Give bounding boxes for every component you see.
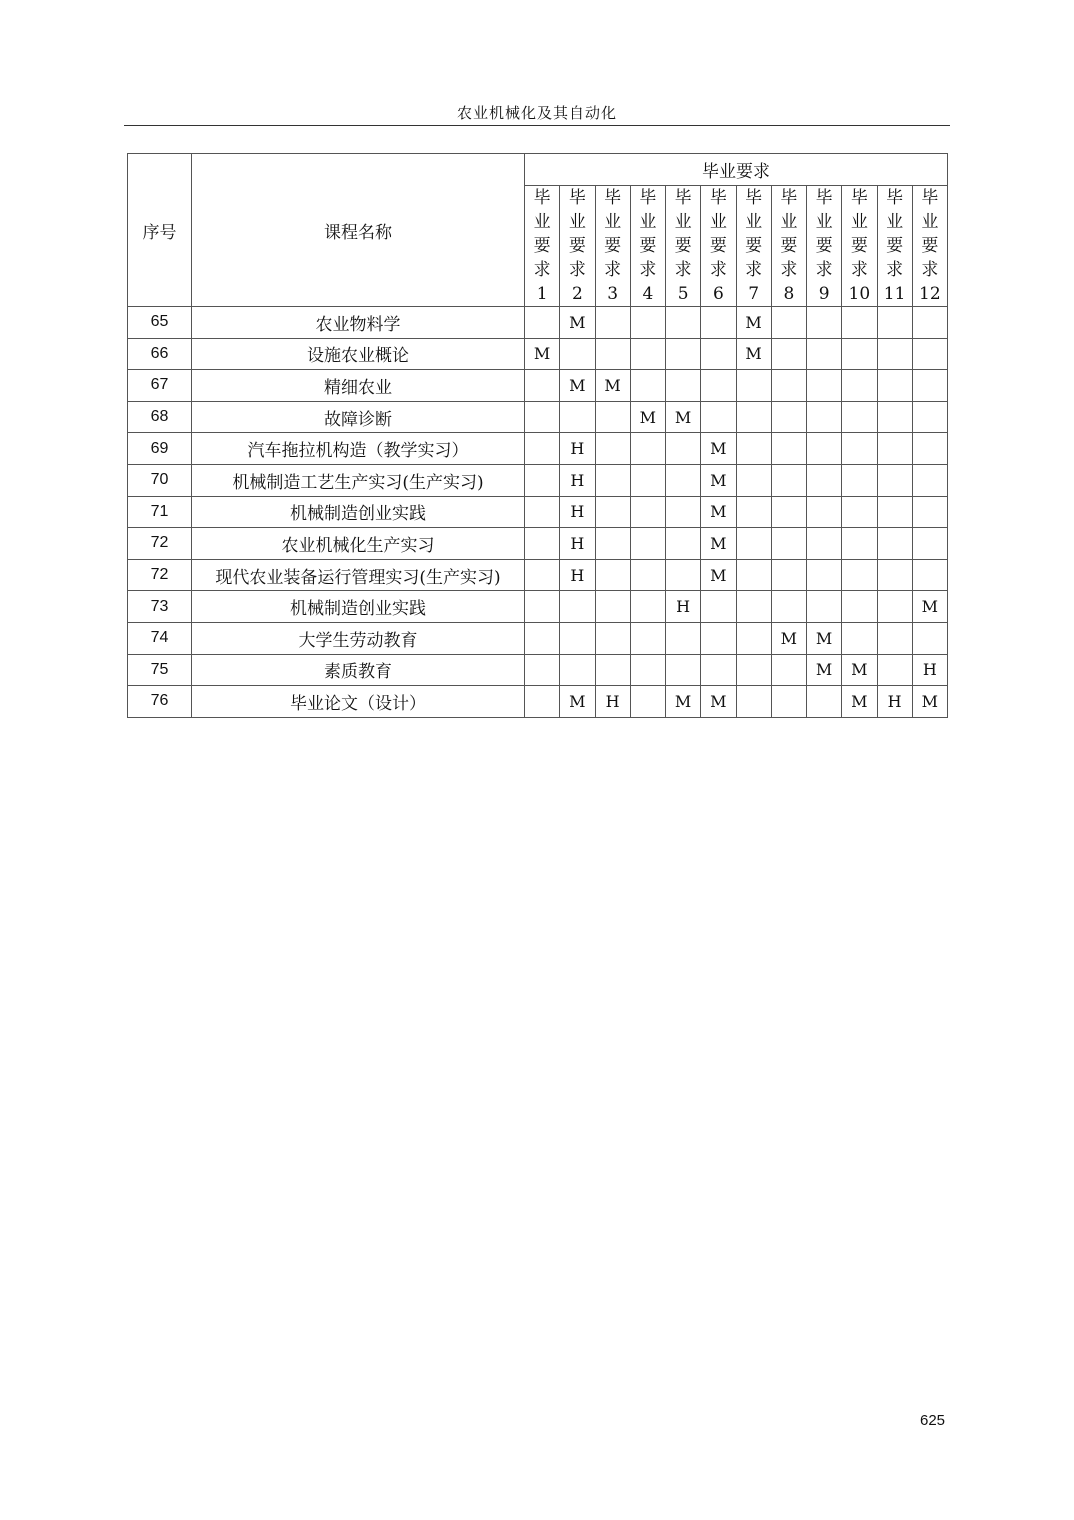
requirement-header-char: 要 xyxy=(674,236,692,256)
requirement-header-char: 求 xyxy=(850,260,868,280)
table-row xyxy=(128,464,948,496)
requirement-cell-12 xyxy=(912,433,947,465)
requirement-header-char: 业 xyxy=(674,212,692,232)
requirement-cell-1 xyxy=(525,559,560,591)
requirement-cell-8 xyxy=(771,401,806,433)
requirement-cell-9 xyxy=(807,307,842,339)
requirement-header-char: 要 xyxy=(568,236,586,256)
requirement-cell-4 xyxy=(630,559,665,591)
requirement-cell-11 xyxy=(877,464,912,496)
course-name: 素质教育 xyxy=(192,654,525,686)
column-header-course-name: 课程名称 xyxy=(192,154,525,307)
course-name: 机械制造工艺生产实习(生产实习) xyxy=(192,464,525,496)
requirement-header-char: 11 xyxy=(883,284,906,304)
row-number: 74 xyxy=(128,622,192,654)
requirement-header-char: 业 xyxy=(886,212,904,232)
requirement-header-char: 求 xyxy=(639,260,657,280)
requirement-cell-7 xyxy=(736,591,771,623)
column-header-requirement-11 xyxy=(877,186,912,307)
requirement-cell-2: M xyxy=(560,686,595,718)
row-number: 71 xyxy=(128,496,192,528)
requirement-header-char: 毕 xyxy=(709,188,727,208)
requirement-header-char: 4 xyxy=(642,284,654,304)
course-name: 农业物料学 xyxy=(192,307,525,339)
requirement-header-char: 2 xyxy=(571,284,583,304)
requirement-cell-1 xyxy=(525,686,560,718)
requirement-cell-10 xyxy=(842,307,877,339)
requirement-header-char: 6 xyxy=(712,284,724,304)
requirement-header-char: 求 xyxy=(886,260,904,280)
requirement-header-char: 1 xyxy=(536,284,548,304)
requirement-cell-7 xyxy=(736,401,771,433)
table-row xyxy=(128,591,948,623)
requirement-header-char: 毕 xyxy=(604,188,622,208)
requirement-cell-6: M xyxy=(701,686,736,718)
requirement-cell-2: M xyxy=(560,370,595,402)
requirement-cell-11 xyxy=(877,622,912,654)
requirement-header-char: 求 xyxy=(815,260,833,280)
requirement-cell-10 xyxy=(842,496,877,528)
requirement-header-char: 求 xyxy=(568,260,586,280)
row-number: 65 xyxy=(128,307,192,339)
requirement-cell-11 xyxy=(877,496,912,528)
requirement-cell-3 xyxy=(595,464,630,496)
requirement-cell-2: H xyxy=(560,496,595,528)
requirement-cell-6: M xyxy=(701,528,736,560)
requirement-cell-3 xyxy=(595,496,630,528)
requirement-cell-6: M xyxy=(701,496,736,528)
requirement-cell-2: H xyxy=(560,528,595,560)
requirement-cell-6 xyxy=(701,370,736,402)
table-row xyxy=(128,496,948,528)
requirement-header-char: 业 xyxy=(780,212,798,232)
table-row xyxy=(128,370,948,402)
requirement-header-char: 业 xyxy=(604,212,622,232)
requirement-cell-5 xyxy=(666,464,701,496)
row-number: 75 xyxy=(128,654,192,686)
requirement-header-char: 业 xyxy=(921,212,939,232)
requirement-cell-8 xyxy=(771,307,806,339)
requirement-header-char: 12 xyxy=(919,284,941,304)
requirement-cell-5 xyxy=(666,496,701,528)
requirement-header-char: 毕 xyxy=(568,188,586,208)
requirement-cell-2 xyxy=(560,338,595,370)
row-number: 72 xyxy=(128,559,192,591)
requirement-cell-1 xyxy=(525,370,560,402)
requirement-cell-10 xyxy=(842,591,877,623)
table-body xyxy=(128,307,948,718)
requirement-cell-4 xyxy=(630,464,665,496)
requirement-cell-4 xyxy=(630,686,665,718)
header-row-group xyxy=(128,154,948,186)
requirement-header-char: 要 xyxy=(709,236,727,256)
requirement-cell-12: M xyxy=(912,686,947,718)
course-name: 精细农业 xyxy=(192,370,525,402)
requirement-cell-10 xyxy=(842,338,877,370)
requirement-header-char: 毕 xyxy=(780,188,798,208)
requirement-header-char: 5 xyxy=(677,284,689,304)
requirement-cell-8 xyxy=(771,528,806,560)
requirement-cell-10 xyxy=(842,622,877,654)
requirement-cell-11 xyxy=(877,401,912,433)
requirement-cell-9 xyxy=(807,686,842,718)
requirement-cell-11: H xyxy=(877,686,912,718)
requirement-cell-10 xyxy=(842,433,877,465)
requirement-cell-2: M xyxy=(560,307,595,339)
requirement-cell-3 xyxy=(595,401,630,433)
requirement-cell-7: M xyxy=(736,338,771,370)
requirement-cell-1 xyxy=(525,591,560,623)
requirement-cell-10 xyxy=(842,559,877,591)
requirement-header-char: 9 xyxy=(818,284,830,304)
requirement-cell-4 xyxy=(630,528,665,560)
requirement-cell-11 xyxy=(877,654,912,686)
row-number: 70 xyxy=(128,464,192,496)
requirement-cell-12 xyxy=(912,307,947,339)
row-number: 73 xyxy=(128,591,192,623)
requirement-cell-4 xyxy=(630,338,665,370)
requirement-cell-10 xyxy=(842,370,877,402)
row-number: 72 xyxy=(128,528,192,560)
requirement-cell-9 xyxy=(807,559,842,591)
requirement-header-char: 毕 xyxy=(533,188,551,208)
requirement-header-char: 要 xyxy=(850,236,868,256)
requirement-cell-8 xyxy=(771,433,806,465)
requirement-cell-9: M xyxy=(807,654,842,686)
requirement-header-char: 求 xyxy=(533,260,551,280)
requirement-cell-1 xyxy=(525,433,560,465)
requirement-cell-7 xyxy=(736,370,771,402)
requirement-cell-3 xyxy=(595,591,630,623)
course-name: 机械制造创业实践 xyxy=(192,591,525,623)
requirement-cell-5 xyxy=(666,528,701,560)
course-name: 机械制造创业实践 xyxy=(192,496,525,528)
requirement-header-char: 毕 xyxy=(886,188,904,208)
course-name: 汽车拖拉机构造（教学实习） xyxy=(192,433,525,465)
requirement-header-char: 要 xyxy=(639,236,657,256)
requirement-cell-12 xyxy=(912,401,947,433)
running-header-title: 农业机械化及其自动化 xyxy=(456,104,617,122)
requirement-cell-9 xyxy=(807,496,842,528)
course-name: 毕业论文（设计） xyxy=(192,686,525,718)
requirement-cell-2 xyxy=(560,401,595,433)
requirement-cell-3 xyxy=(595,622,630,654)
requirement-cell-5 xyxy=(666,622,701,654)
requirement-header-char: 业 xyxy=(709,212,727,232)
requirement-cell-5 xyxy=(666,654,701,686)
requirement-header-char: 业 xyxy=(745,212,763,232)
requirement-cell-9 xyxy=(807,370,842,402)
requirement-header-char: 业 xyxy=(639,212,657,232)
requirement-header-char: 求 xyxy=(709,260,727,280)
requirement-header-char: 求 xyxy=(745,260,763,280)
requirement-cell-3 xyxy=(595,559,630,591)
requirement-cell-9: M xyxy=(807,622,842,654)
requirement-cell-7 xyxy=(736,654,771,686)
requirement-cell-6 xyxy=(701,307,736,339)
column-header-requirement-1 xyxy=(525,186,560,307)
requirement-header-char: 要 xyxy=(745,236,763,256)
requirement-cell-5 xyxy=(666,338,701,370)
requirement-cell-8 xyxy=(771,686,806,718)
requirement-cell-8 xyxy=(771,370,806,402)
requirement-header-char: 业 xyxy=(533,212,551,232)
column-header-requirement-6 xyxy=(701,186,736,307)
requirement-cell-12 xyxy=(912,622,947,654)
table-row xyxy=(128,559,948,591)
header-rule xyxy=(124,125,950,126)
requirement-cell-1 xyxy=(525,654,560,686)
requirement-cell-4 xyxy=(630,654,665,686)
requirement-cell-3 xyxy=(595,528,630,560)
requirement-header-char: 7 xyxy=(748,284,760,304)
row-number: 68 xyxy=(128,401,192,433)
requirement-cell-12 xyxy=(912,338,947,370)
requirement-header-char: 求 xyxy=(780,260,798,280)
requirement-cell-3 xyxy=(595,338,630,370)
requirement-cell-10 xyxy=(842,464,877,496)
requirement-cell-7 xyxy=(736,496,771,528)
table-row xyxy=(128,686,948,718)
requirement-cell-11 xyxy=(877,370,912,402)
requirement-cell-12 xyxy=(912,464,947,496)
column-group-graduation-requirements: 毕业要求 xyxy=(525,154,948,186)
requirement-cell-9 xyxy=(807,528,842,560)
requirement-cell-1 xyxy=(525,528,560,560)
requirement-cell-9 xyxy=(807,338,842,370)
requirement-cell-4 xyxy=(630,622,665,654)
requirement-cell-1 xyxy=(525,307,560,339)
requirement-cell-6: M xyxy=(701,559,736,591)
requirement-cell-8 xyxy=(771,496,806,528)
requirement-cell-12: M xyxy=(912,591,947,623)
requirement-cell-10 xyxy=(842,401,877,433)
requirement-header-char: 毕 xyxy=(850,188,868,208)
requirement-cell-6 xyxy=(701,654,736,686)
requirement-header-char: 毕 xyxy=(921,188,939,208)
requirement-cell-8 xyxy=(771,559,806,591)
table-head xyxy=(128,154,948,307)
requirement-cell-11 xyxy=(877,591,912,623)
requirement-cell-12 xyxy=(912,496,947,528)
requirement-header-char: 10 xyxy=(848,284,871,304)
requirement-header-char: 毕 xyxy=(639,188,657,208)
requirements-matrix-table xyxy=(127,153,948,718)
requirement-cell-4 xyxy=(630,433,665,465)
requirement-header-char: 要 xyxy=(533,236,551,256)
requirement-cell-5: M xyxy=(666,686,701,718)
requirement-cell-6 xyxy=(701,401,736,433)
requirement-header-char: 毕 xyxy=(745,188,763,208)
requirement-header-char: 求 xyxy=(921,260,939,280)
column-header-requirement-5 xyxy=(666,186,701,307)
requirement-cell-3: M xyxy=(595,370,630,402)
requirement-cell-3 xyxy=(595,307,630,339)
requirement-cell-9 xyxy=(807,401,842,433)
requirement-cell-6 xyxy=(701,338,736,370)
requirement-cell-2: H xyxy=(560,559,595,591)
column-header-requirement-8 xyxy=(771,186,806,307)
requirement-cell-3: H xyxy=(595,686,630,718)
row-number: 76 xyxy=(128,686,192,718)
requirement-cell-7 xyxy=(736,686,771,718)
table-row xyxy=(128,654,948,686)
requirement-cell-5 xyxy=(666,433,701,465)
requirement-cell-12 xyxy=(912,559,947,591)
requirement-header-char: 求 xyxy=(604,260,622,280)
requirement-cell-12 xyxy=(912,370,947,402)
requirement-cell-4 xyxy=(630,307,665,339)
requirement-cell-8 xyxy=(771,591,806,623)
course-name: 现代农业装备运行管理实习(生产实习) xyxy=(192,559,525,591)
requirement-cell-7 xyxy=(736,464,771,496)
column-header-requirement-7 xyxy=(736,186,771,307)
table-row xyxy=(128,338,948,370)
row-number: 66 xyxy=(128,338,192,370)
requirement-cell-5 xyxy=(666,370,701,402)
course-name: 设施农业概论 xyxy=(192,338,525,370)
requirement-header-char: 要 xyxy=(886,236,904,256)
page-number: 625 xyxy=(920,1412,946,1429)
requirement-cell-11 xyxy=(877,307,912,339)
requirement-cell-1 xyxy=(525,464,560,496)
requirement-cell-9 xyxy=(807,591,842,623)
requirement-cell-1 xyxy=(525,622,560,654)
requirement-cell-6 xyxy=(701,591,736,623)
requirement-cell-10: M xyxy=(842,654,877,686)
requirement-cell-4 xyxy=(630,370,665,402)
requirement-cell-11 xyxy=(877,338,912,370)
requirement-cell-3 xyxy=(595,654,630,686)
course-name: 大学生劳动教育 xyxy=(192,622,525,654)
requirement-header-char: 业 xyxy=(850,212,868,232)
requirement-cell-6 xyxy=(701,622,736,654)
requirement-cell-1: M xyxy=(525,338,560,370)
row-number: 69 xyxy=(128,433,192,465)
row-number: 67 xyxy=(128,370,192,402)
requirement-cell-4 xyxy=(630,496,665,528)
requirement-header-char: 要 xyxy=(604,236,622,256)
requirement-cell-2 xyxy=(560,622,595,654)
column-header-number: 序号 xyxy=(128,154,192,307)
requirement-cell-2: H xyxy=(560,464,595,496)
requirement-header-char: 业 xyxy=(815,212,833,232)
requirement-cell-9 xyxy=(807,433,842,465)
requirement-cell-7 xyxy=(736,559,771,591)
requirement-cell-8 xyxy=(771,654,806,686)
requirement-cell-5: M xyxy=(666,401,701,433)
requirement-cell-5 xyxy=(666,559,701,591)
requirement-cell-7 xyxy=(736,622,771,654)
requirement-cell-8 xyxy=(771,338,806,370)
requirement-cell-7 xyxy=(736,528,771,560)
requirement-header-char: 3 xyxy=(607,284,619,304)
requirement-header-char: 要 xyxy=(780,236,798,256)
requirement-cell-7: M xyxy=(736,307,771,339)
course-name: 故障诊断 xyxy=(192,401,525,433)
requirement-header-char: 要 xyxy=(815,236,833,256)
requirement-cell-8 xyxy=(771,464,806,496)
column-header-requirement-12 xyxy=(912,186,947,307)
requirement-header-char: 毕 xyxy=(674,188,692,208)
requirement-cell-11 xyxy=(877,528,912,560)
column-header-requirement-10 xyxy=(842,186,877,307)
table-row xyxy=(128,307,948,339)
table-row xyxy=(128,433,948,465)
requirement-cell-4 xyxy=(630,591,665,623)
requirement-cell-10 xyxy=(842,528,877,560)
column-header-requirement-3 xyxy=(595,186,630,307)
requirement-cell-6: M xyxy=(701,464,736,496)
column-header-requirement-9 xyxy=(807,186,842,307)
requirement-cell-2 xyxy=(560,654,595,686)
requirement-cell-10: M xyxy=(842,686,877,718)
requirement-cell-5: H xyxy=(666,591,701,623)
requirement-cell-5 xyxy=(666,307,701,339)
requirement-cell-9 xyxy=(807,464,842,496)
requirement-header-char: 求 xyxy=(674,260,692,280)
table-row xyxy=(128,528,948,560)
requirement-cell-12: H xyxy=(912,654,947,686)
column-header-requirement-4 xyxy=(630,186,665,307)
table-row xyxy=(128,622,948,654)
requirement-cell-2 xyxy=(560,591,595,623)
requirement-header-char: 8 xyxy=(783,284,795,304)
requirement-cell-6: M xyxy=(701,433,736,465)
course-name: 农业机械化生产实习 xyxy=(192,528,525,560)
requirement-cell-1 xyxy=(525,496,560,528)
requirement-header-char: 毕 xyxy=(815,188,833,208)
table-row xyxy=(128,401,948,433)
requirement-cell-3 xyxy=(595,433,630,465)
requirement-cell-8: M xyxy=(771,622,806,654)
requirement-cell-12 xyxy=(912,528,947,560)
requirement-cell-4: M xyxy=(630,401,665,433)
requirement-cell-1 xyxy=(525,401,560,433)
column-header-requirement-2 xyxy=(560,186,595,307)
requirement-cell-11 xyxy=(877,559,912,591)
requirement-cell-7 xyxy=(736,433,771,465)
requirement-header-char: 业 xyxy=(568,212,586,232)
requirement-cell-2: H xyxy=(560,433,595,465)
requirement-header-char: 要 xyxy=(921,236,939,256)
requirement-cell-11 xyxy=(877,433,912,465)
